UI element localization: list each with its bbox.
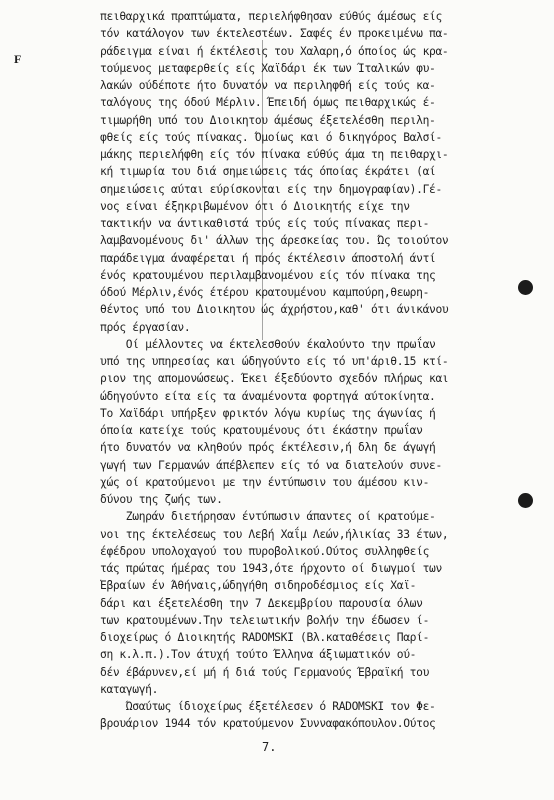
text-line: δύνου της ζωής των. — [100, 493, 223, 506]
paragraph-3 — [100, 508, 482, 698]
text-line: υπό της υπηρεσίας και ώδηγούντο είς τό υπ'άριθ.15 κτί- — [100, 355, 449, 368]
text-line: ση κ.λ.π.).Τον άτυχή τούτο Έλληνα άξιωματικόν ού- — [100, 648, 417, 662]
text-line: φθείς είς τούς πίνακας. Όμοίως και ό δικηγόρος Βαλσί- — [100, 130, 442, 144]
text-line: Έβραίων έν Άθήναις,ώδηγήθη σιδηροδέσμιος είς Χαϊ- — [100, 579, 417, 593]
text-line: λακών ούδέποτε ήτο δυνατόν να περιληφθή είς τούς κα- — [100, 79, 436, 92]
text-line: διοχείρως ό Διοικητής RADOMSKI (Βλ.καταθέσεις Παρί- — [100, 631, 430, 644]
text-line: τόν κατάλογον των έκτελεστέων. Σαφές έν προκειμένω πα- — [100, 27, 449, 41]
text-line: όποία κατείχε τούς κρατουμένους ότι έκάστην πρωΐαν — [100, 424, 423, 437]
text-line: Ώσαύτως ίδιοχείρως έξετέλεσεν ό RADOMSKI τον Φε- — [100, 700, 436, 713]
text-line: των κρατουμένων.Την τελειωτικήν βολήν την έδωσεν ί- — [100, 613, 430, 627]
text-line: βρουάριον 1944 τόν κρατούμενον Συνναφακόπουλον.Ούτος — [100, 717, 436, 731]
text-line: γωγή των Γερμανών άπέβλεπεν είς τό να διατελούν συνε- — [100, 458, 442, 472]
text-line: μάκης περιελήφθη είς τόν πίνακα εύθύς άμα τη πειθαρχι- — [100, 148, 449, 161]
text-line: νοι της έκτελέσεως του Λεβή Χαΐμ Λεών,ήλικίας 33 έτων, — [100, 527, 449, 541]
text-line: καταγωγή. — [100, 682, 159, 696]
text-line: τούμενος μεταφερθείς είς Χαϊδάρι έκ των Ίταλικών φυ- — [100, 61, 436, 75]
text-line: θέντος υπό του Διοικητου ώς άχρήστου,καθ' ότι άνικάνου — [100, 303, 449, 317]
paragraph-1 — [100, 8, 482, 336]
text-line: ώδηγούντο είτα είς τα άναμένοντα φορτηγά αύτοκίνητα. — [100, 389, 436, 403]
typewritten-text — [100, 8, 482, 733]
paragraph-2 — [100, 336, 482, 509]
page-number: 7. — [262, 740, 277, 754]
text-line: παράδειγμα άναφέρεται ή πρός έκτέλεσιν άποστολή άντί — [100, 251, 436, 265]
text-line: ήτο δυνατόν να κληθούν πρός έκτέλεσιν,ή δλη δε άγωγή — [100, 441, 436, 455]
text-line: τακτικήν να άντικαθιστά τούς είς τούς πίνακας περι- — [100, 217, 430, 230]
text-line: τιμωρήθη υπό του Διοικητου άμέσως έξετελέσθη περιλη- — [100, 113, 436, 127]
text-line: Οί μέλλοντες να έκτελεσθούν έκαλούντο την πρωΐαν — [100, 337, 436, 351]
text-line: τάς πρώτας ήμέρας του 1943,ότε ήρχοντο οί διωγμοί των — [100, 562, 442, 575]
text-line: ταλόγους της όδού Μέρλιν. Έπειδή όμως πειθαρχικώς έ- — [100, 96, 436, 110]
text-line: ράδειγμα είναι ή έκτέλεσις του Χαλαρη,ό όποίος ώς κρα- — [100, 44, 449, 58]
text-line: σημειώσεις αύται εύρίσκονται είς την δημογραφίαν).Γέ- — [100, 182, 442, 196]
text-line: έφέδρου υπολοχαγού του πυροβολικού.Ούτος συλληφθείς — [100, 544, 430, 558]
text-line: όδού Μέρλιν,ένός έτέρου κρατουμένου καμπούρη,θεωρη- — [100, 286, 430, 299]
punch-hole — [518, 493, 533, 508]
text-line: πρός έργασίαν. — [100, 320, 191, 334]
text-line: ένός κρατουμένου περιλαμβανομένου είς τόν πίνακα της — [100, 268, 436, 282]
text-line: κή τιμωρία του διά σημειώσεις τάς όποίας έκράτει (αί — [100, 165, 436, 179]
punch-hole — [518, 280, 533, 295]
text-line: νος είναι έξηκριβωμένον ότι ό Διοικητής είχε την — [100, 199, 410, 213]
text-line: ριον της απομονώσεως. Έκει έξεδύοντο σχεδόν πλήρως και — [100, 372, 449, 386]
text-line: πειθαρχικά πραπτώματα, περιελήφθησαν εύθύς άμέσως είς — [100, 10, 442, 23]
text-line: δάρι και έξετελέσθη την 7 Δεκεμβρίου παρουσία όλων — [100, 596, 423, 610]
text-line: χώς οί κρατούμενοι με την έντύπωσιν του άμέσου κιν- — [100, 475, 430, 489]
text-line: λαμβανομένους δι' άλλων της άρεσκείας του. Ώς τοιούτον — [100, 234, 449, 248]
text-line: Το Χαϊδάρι υπήρξεν φρικτόν λόγω κυρίως της άγωνίας ή — [100, 406, 436, 420]
text-line: δέν έβάρυνεν,εί μή ή διά τούς Γερμανούς Έβραϊκή του — [100, 665, 430, 679]
text-line: Ζωηράν διετήρησαν έντύπωσιν άπαντες οί κρατούμε- — [100, 510, 436, 524]
paragraph-4 — [100, 698, 482, 733]
margin-mark: F — [14, 52, 22, 66]
